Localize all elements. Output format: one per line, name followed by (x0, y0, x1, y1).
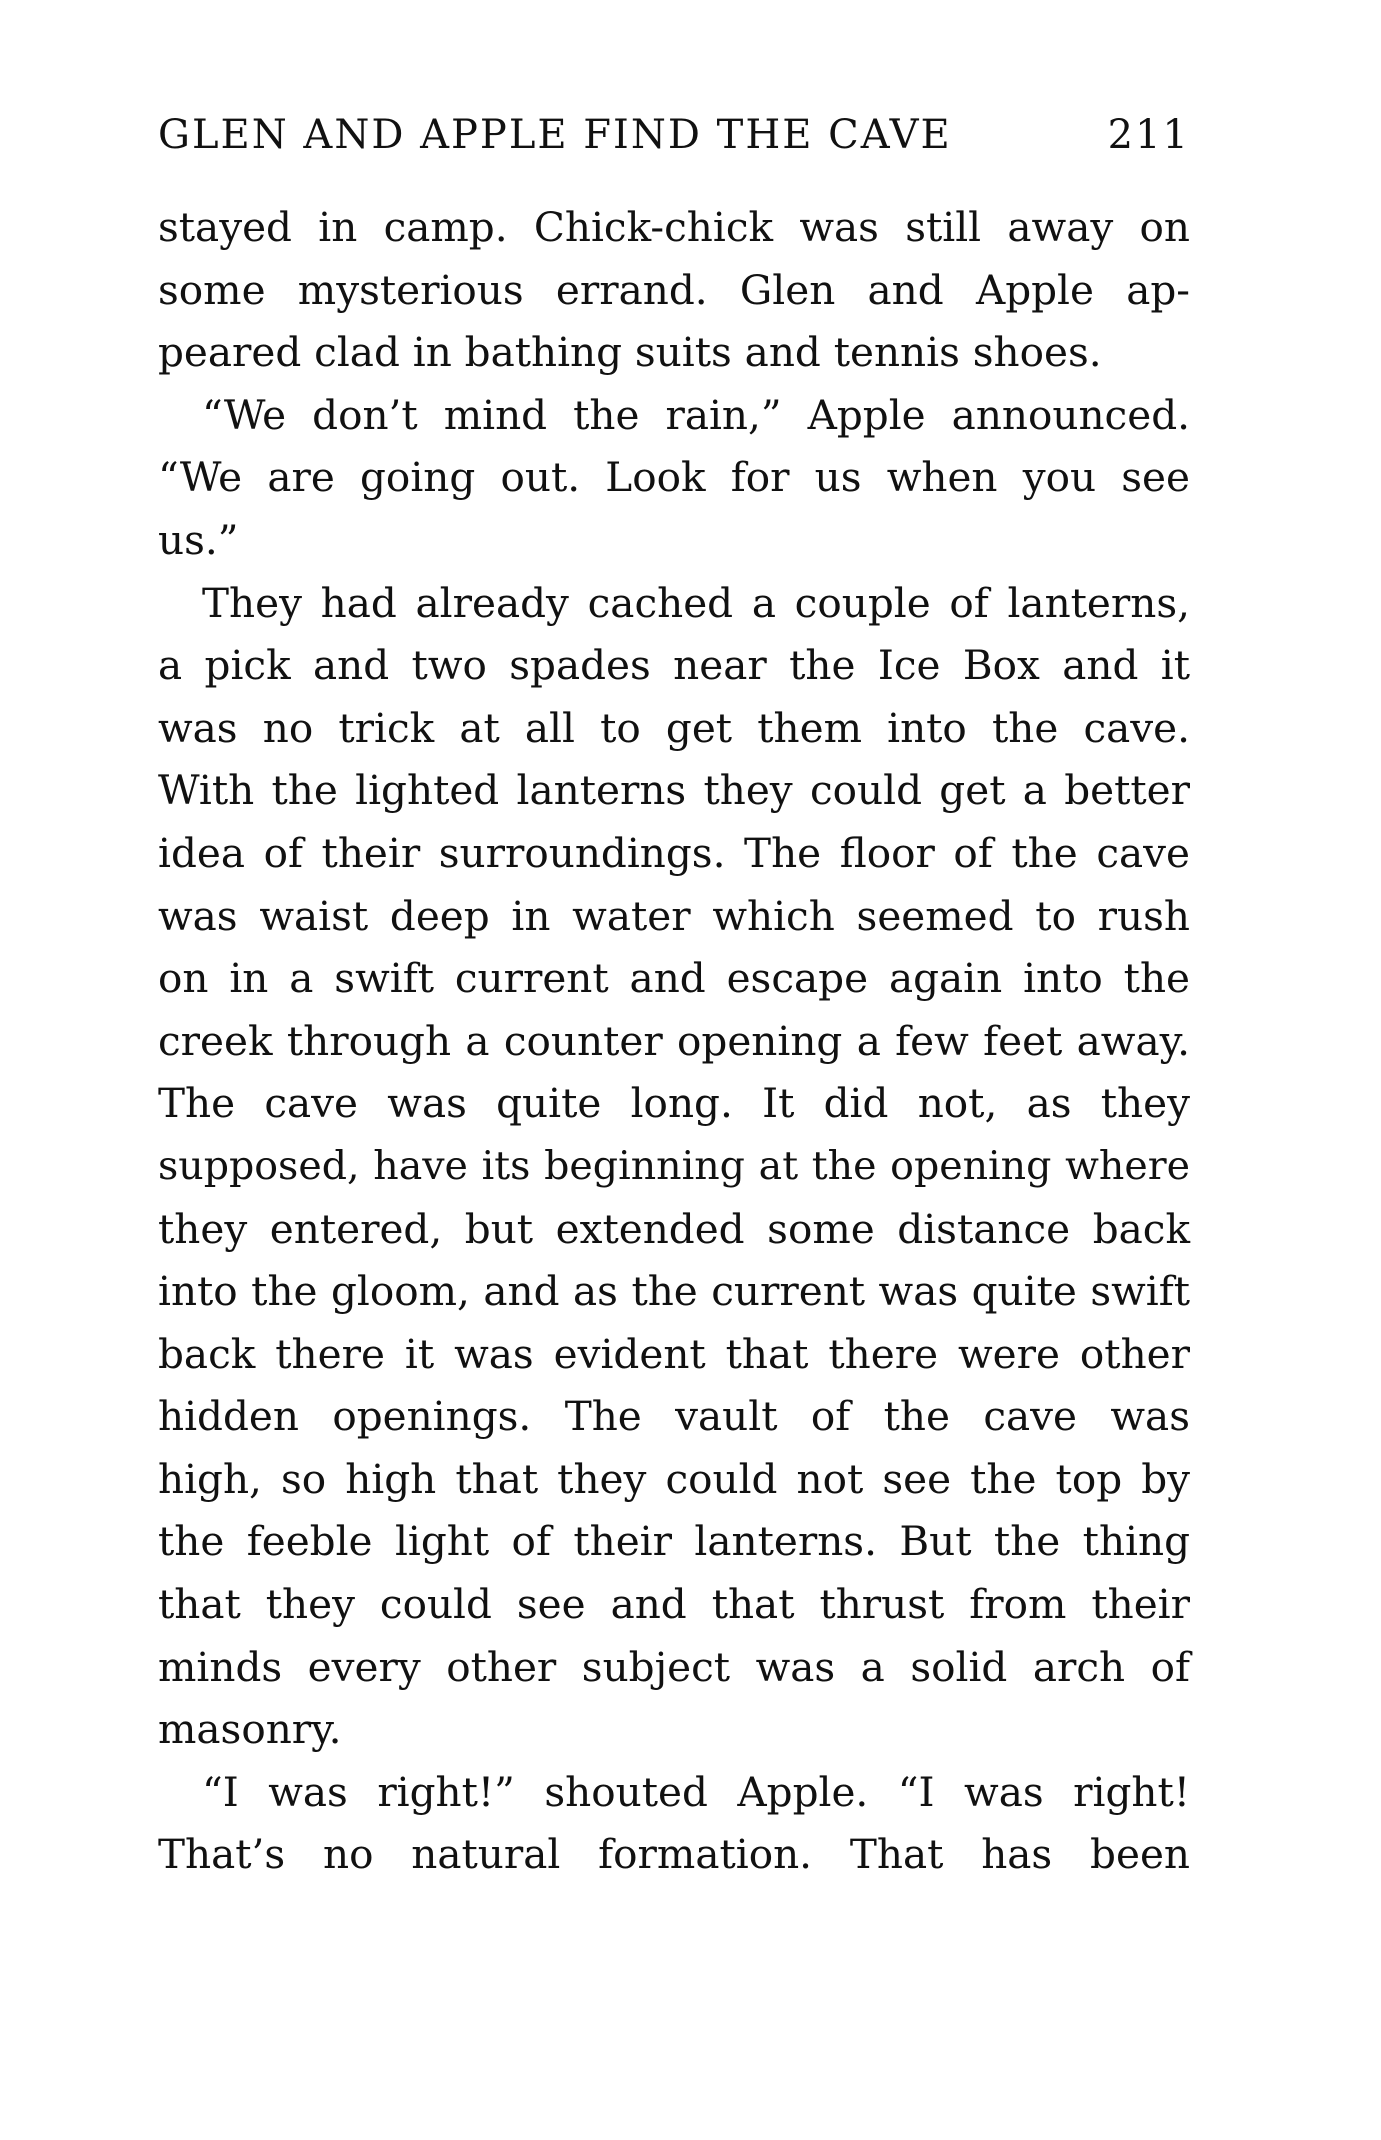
text-line: minds every other subject was a solid arch of (158, 1642, 1190, 1691)
text-line: back there it was evident that there were other (158, 1329, 1190, 1378)
text-line: “We don’t mind the rain,” Apple announced. (202, 390, 1190, 439)
text-line: That’s no natural formation. That has been (158, 1830, 1190, 1879)
text-line: on in a swift current and escape again into the (158, 954, 1190, 1003)
body-text (158, 196, 1190, 1886)
text-line: us.” (158, 515, 239, 564)
text-line: hidden openings. The vault of the cave was (158, 1392, 1190, 1441)
running-title: GLEN AND APPLE FIND THE CAVE (158, 112, 952, 158)
running-head (158, 112, 1190, 172)
text-line: was no trick at all to get them into the cave. (158, 703, 1190, 752)
text-line: The cave was quite long. It did not, as they (158, 1079, 1190, 1128)
text-line: that they could see and that thrust from their (158, 1580, 1190, 1629)
text-line: they entered, but extended some distance back (158, 1204, 1190, 1253)
text-line: high, so high that they could not see the top by (158, 1454, 1190, 1503)
text-line: idea of their surroundings. The floor of the cave (158, 828, 1190, 877)
text-line: some mysterious errand. Glen and Apple ap- (158, 265, 1190, 314)
text-line: a pick and two spades near the Ice Box and it (158, 641, 1190, 690)
text-line: masonry. (158, 1705, 342, 1754)
text-line: stayed in camp. Chick-chick was still away on (158, 203, 1190, 251)
text-line: They had already cached a couple of lanterns, (202, 578, 1190, 627)
page-number: 211 (1107, 112, 1190, 158)
text-line: was waist deep in water which seemed to rush (158, 891, 1190, 940)
text-line: “I was right!” shouted Apple. “I was right! (202, 1767, 1190, 1816)
text-line: creek through a counter opening a few feet away. (158, 1016, 1190, 1065)
text-line: the feeble light of their lanterns. But the thing (158, 1517, 1190, 1566)
text-line: “We are going out. Look for us when you see (158, 453, 1190, 502)
text-line: into the gloom, and as the current was quite swift (158, 1267, 1190, 1316)
text-line: supposed, have its beginning at the opening where (158, 1142, 1190, 1189)
text-line: With the lighted lanterns they could get a better (158, 766, 1190, 815)
text-line: peared clad in bathing suits and tennis shoes. (158, 328, 1102, 377)
